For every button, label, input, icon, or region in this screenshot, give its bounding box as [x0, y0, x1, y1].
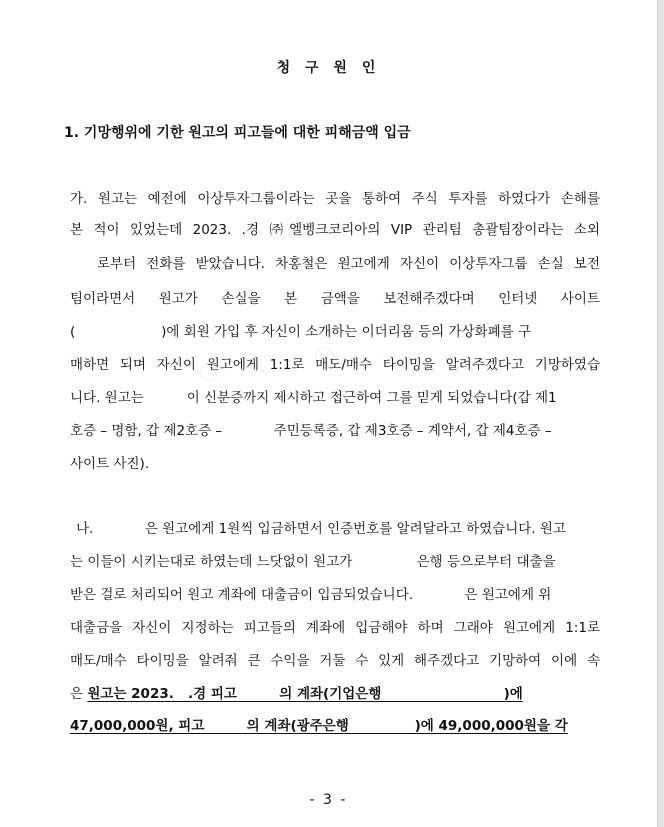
viewer-background [658, 0, 664, 827]
body-line: 가. 원고는 예전에 이상투자그룹이라는 곳을 통하여 주식 투자를 하였다가 손해를 [70, 191, 600, 207]
body-line: 매하면 되며 자신이 원고에게 1:1로 매도/매수 타이밍을 알려주겠다고 기망하였습 [70, 357, 600, 373]
emphasis-line [70, 684, 600, 704]
body-line: 매도/매수 타이밍을 알려줘 큰 수익을 거둘 수 있게 해주겠다고 기망하여 이에 속 [70, 653, 600, 669]
document-title: 청 구 원 인 [276, 60, 381, 76]
emphasis-prefix: 은 [70, 686, 88, 702]
body-line: 팀이라면서 원고가 손실을 본 금액을 보전해주겠다며 인터넷 사이트 [70, 291, 600, 307]
body-line: 대출금을 자신이 지정하는 피고들의 계좌에 입금해야 하며 그래야 원고에게 1:1로 [70, 620, 600, 636]
body-line: ( )에 회원 가입 후 자신이 소개하는 이더리움 등의 가상화폐를 구 [70, 324, 532, 340]
emphasis-text: 원고는 2023. .경 피고 의 계좌(기업은행 )에 [87, 686, 523, 702]
page-number: - 3 - [309, 792, 348, 808]
section-heading: 1. 기망행위에 기한 원고의 피고들에 대한 피해금액 입금 [64, 125, 411, 141]
body-line: 받은 걸로 처리되어 원고 계좌에 대출금이 입금되었습니다. 은 원고에게 위 [70, 587, 552, 603]
emphasis-line: 47,000,000원, 피고 의 계좌(광주은행 )에 49,000,000원을 각 [70, 718, 568, 734]
body-line: 본 적이 있었는데 2023. .경 ㈜엘벵크코리아의 VIP 관리팀 총괄팀장이라는 소외 [70, 222, 600, 238]
body-line: 사이트 사진). [70, 456, 150, 472]
body-line: 호증 – 명함, 갑 제2호증 – 주민등록증, 갑 제3호증 – 계약서, 갑 제4호증 – [70, 423, 552, 439]
body-line: 나. 은 원고에게 1원씩 입금하면서 인증번호를 알려달라고 하였습니다. 원고 [76, 521, 566, 537]
body-line: 니다. 원고는 이 신분증까지 제시하고 접근하여 그를 믿게 되었습니다(갑 제1 [70, 390, 557, 406]
body-line: 는 이들이 시키는대로 하였는데 느닷없이 원고가 은행 등으로부터 대출을 [70, 554, 556, 570]
body-line: 로부터 전화를 받았습니다. 차홍철은 원고에게 자신이 이상투자그룹 손실 보전 [97, 256, 600, 272]
